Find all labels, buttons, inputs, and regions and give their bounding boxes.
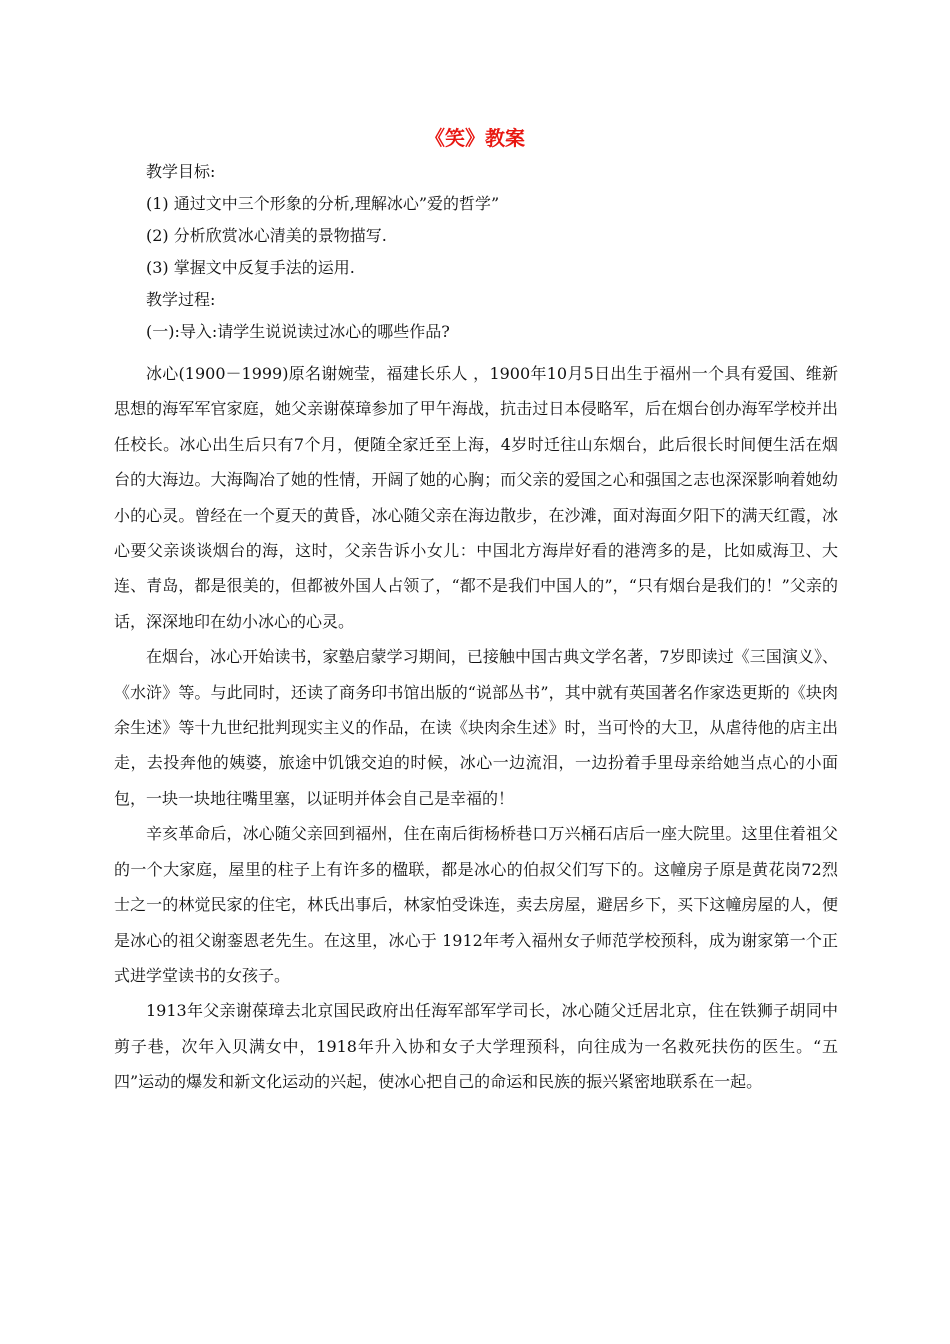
objective-item-2: (2) 分析欣赏冰心清美的景物描写. — [146, 226, 387, 245]
objective-item-3: (3) 掌握文中反复手法的运用. — [146, 258, 355, 277]
process-heading: 教学过程: — [146, 290, 216, 309]
paragraph-biography-early: 冰心(1900－1999)原名谢婉莹，福建长乐人 ，1900年10月5日出生于福州一个具有爱国、维新思想的海军军官家庭，她父亲谢葆璋参加了甲午海战，抗击过日本侵略军，后在烟台创办海军学校并出任校长。冰心出生后只有7个月，便随全家迁至上海，4岁时迁往山东烟台，此后很长时间便生活在烟台的大海边。大海陶冶了她的性情，开阔了她的心胸；而父亲的爱国之心和强国之志也深深影响着她幼小的心灵。曾经在一个夏天的黄昏，冰心随父亲在海边散步，在沙滩，面对海面夕阳下的满天红霞，冰心要父亲谈谈烟台的海，这时，父亲告诉小女儿：中国北方海岸好看的港湾多的是，比如威海卫、大连、青岛，都是很美的，但都被外国人占领了，“都不是我们中国人的”，“只有烟台是我们的！”父亲的话，深深地印在幼小冰心的心灵。 — [114, 364, 838, 631]
document-title: 《笑》教案 — [425, 126, 525, 150]
paragraph-fuzhou: 辛亥革命后，冰心随父亲回到福州，住在南后街杨桥巷口万兴桶石店后一座大院里。这里住着祖父的一个大家庭，屋里的柱子上有许多的楹联，都是冰心的伯叔父们写下的。这幢房子原是黄花岗72烈士之一的林觉民家的住宅，林氏出事后，林家怕受诛连，卖去房屋，避居乡下，买下这幢房屋的人，便是冰心的祖父谢銮恩老先生。在这里，冰心于 1912年考入福州女子师范学校预科，成为谢家第一个正式进学堂读书的女孩子。 — [114, 824, 838, 985]
objectives-heading: 教学目标: — [146, 162, 216, 181]
objective-item-1: (1) 通过文中三个形象的分析,理解冰心”爱的哲学” — [146, 194, 500, 213]
intro-line: (一):导入:请学生说说读过冰心的哪些作品? — [146, 322, 450, 341]
document-body — [114, 160, 838, 1100]
paragraph-yantai-reading: 在烟台，冰心开始读书，家塾启蒙学习期间，已接触中国古典文学名著，7岁即读过《三国演义》、《水浒》等。与此同时，还读了商务印书馆出版的“说部丛书”，其中就有英国著名作家迭更斯的《块肉余生述》等十九世纪批判现实主义的作品，在读《块肉余生述》时，当可怜的大卫，从虐待他的店主出走，去投奔他的姨婆，旅途中饥饿交迫的时候，冰心一边流泪，一边扮着手里母亲给她当点心的小面包，一块一块地往嘴里塞，以证明并体会自己是幸福的！ — [114, 647, 838, 808]
paragraph-beijing: 1913年父亲谢葆璋去北京国民政府出任海军部军学司长，冰心随父迁居北京，住在铁狮子胡同中剪子巷，次年入贝满女中，1918年升入协和女子大学理预科，向往成为一名救死扶伤的医生。“五四”运动的爆发和新文化运动的兴起，使冰心把自己的命运和民族的振兴紧密地联系在一起。 — [114, 1001, 838, 1092]
